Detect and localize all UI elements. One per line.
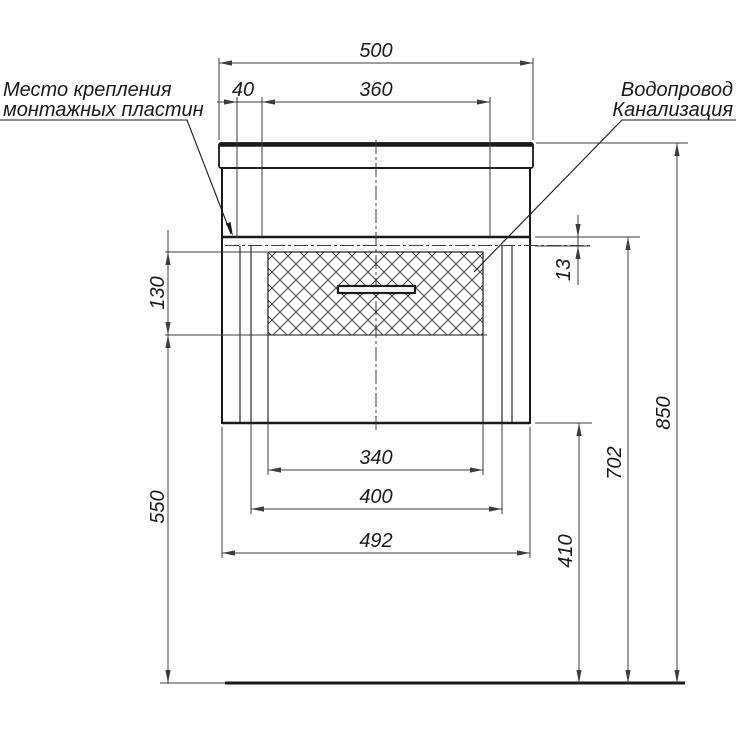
dimension-702 [604, 237, 631, 683]
mounting-leader-line [0, 120, 231, 234]
drawer-handle [338, 286, 415, 293]
mounting-plates-callout [0, 79, 233, 236]
dim-plate-offset: 40 [231, 79, 255, 101]
dim-total-height: 850 [653, 396, 675, 430]
dimension-40-360 [217, 79, 490, 237]
plumbing-label-line1: Водопровод [620, 79, 733, 101]
mounting-plates-label-line1: Место крепления [3, 79, 172, 101]
dimension-850 [536, 143, 688, 683]
dimension-410 [535, 423, 592, 683]
dim-bottom-clearance: 410 [555, 534, 577, 568]
dim-plate-spacing: 360 [359, 79, 393, 101]
dim-lower-height: 550 [147, 490, 169, 524]
plumbing-label-line2: Канализация [612, 99, 733, 121]
dim-countertop-width: 500 [359, 40, 393, 62]
plumbing-callout [474, 79, 736, 272]
dim-niche-height: 130 [147, 276, 169, 310]
dim-niche-width: 340 [359, 447, 393, 469]
dimension-13 [535, 215, 640, 285]
mounting-plates-label-line2: монтажных пластин [3, 99, 204, 121]
dimension-340 [268, 423, 483, 475]
dimension-550 [147, 335, 171, 683]
leader-arrow-icon [226, 222, 233, 236]
dim-rim-offset: 13 [553, 258, 575, 282]
dim-mounting-height: 702 [604, 446, 626, 480]
dim-cabinet-width: 492 [359, 530, 393, 552]
dim-inner-width: 400 [359, 486, 393, 508]
